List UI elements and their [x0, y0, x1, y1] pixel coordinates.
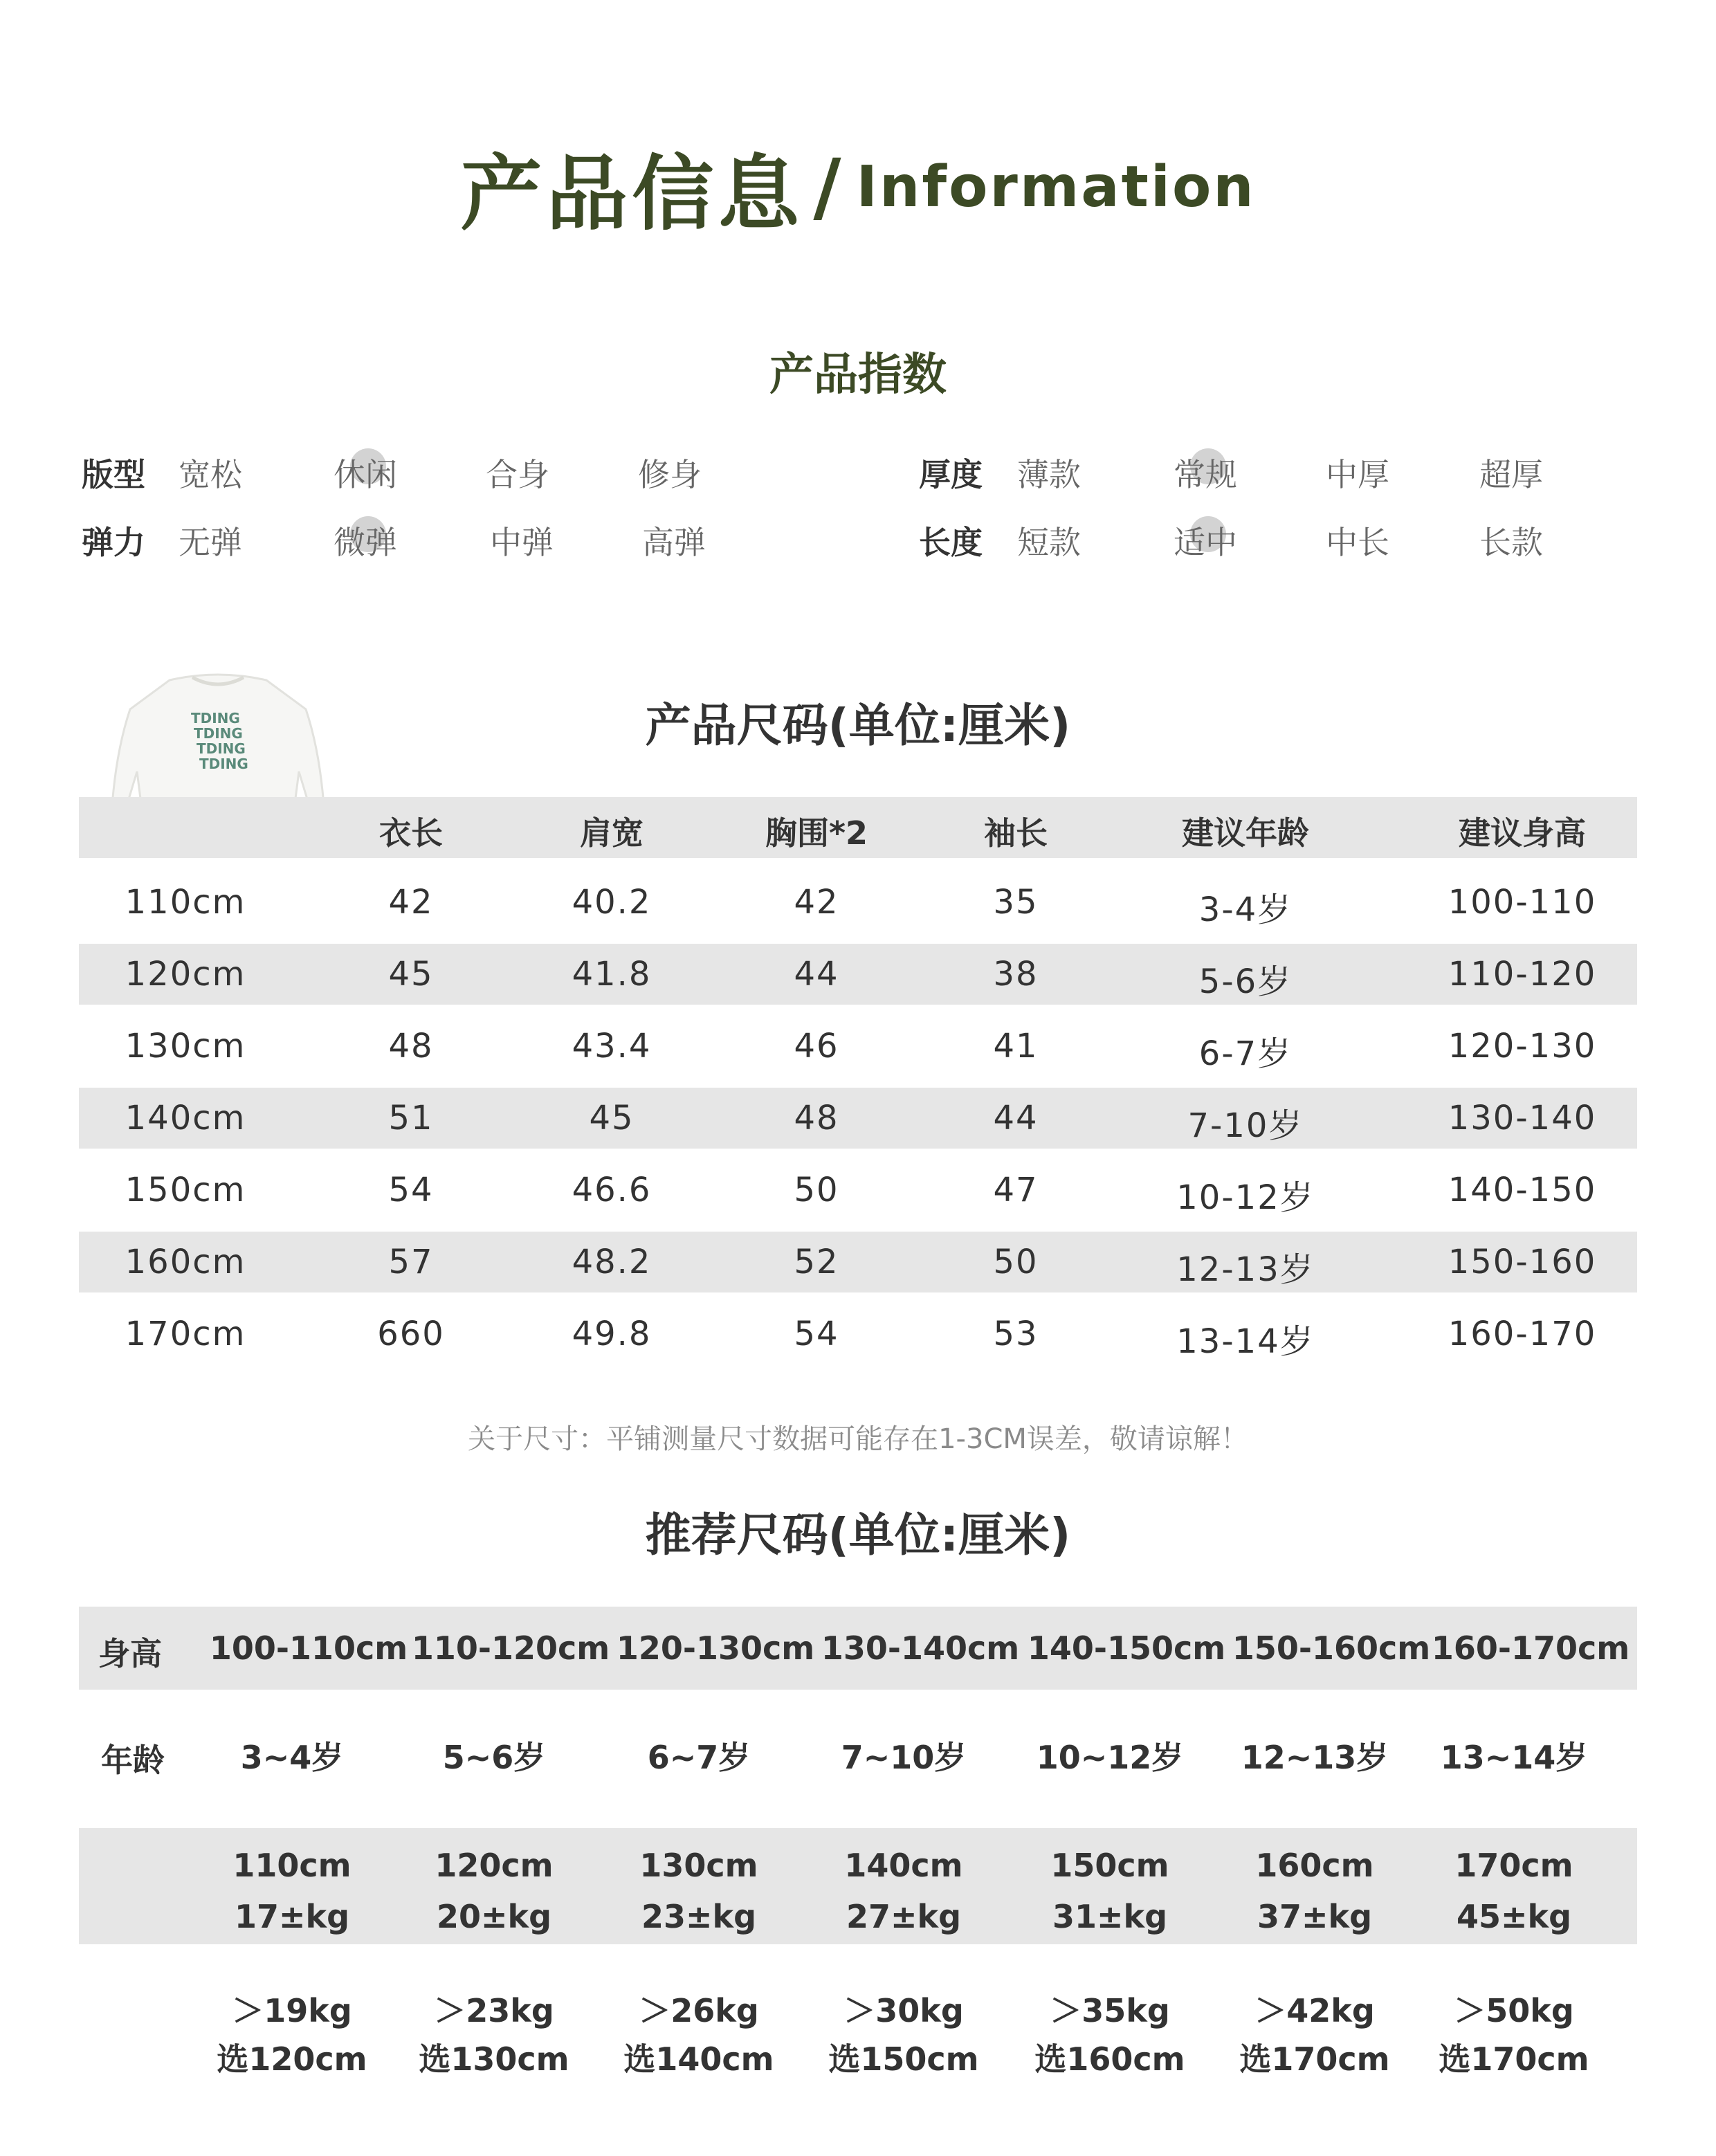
index-option: 中长 — [1326, 524, 1389, 561]
page-title — [0, 125, 1716, 249]
rec-age: 7~10岁 — [841, 1739, 967, 1776]
rec-age: 6~7岁 — [647, 1739, 751, 1776]
size-cell: 50 — [794, 1171, 839, 1209]
size-cell: 57 — [388, 1243, 434, 1281]
size-column-header: 衣长 — [379, 814, 443, 852]
rec-weight: 45±kg — [1456, 1898, 1572, 1935]
rec-age: 10~12岁 — [1036, 1739, 1184, 1776]
size-cell: 130cm — [125, 1027, 246, 1066]
size-column-header: 肩宽 — [580, 814, 644, 852]
size-cell: 170cm — [125, 1315, 246, 1353]
size-cell: 3-4岁 — [1198, 890, 1293, 929]
index-option: 微弹 — [334, 524, 397, 561]
rec-weight: 17±kg — [234, 1898, 350, 1935]
rec-age: 5~6岁 — [442, 1739, 546, 1776]
size-cell: 7-10岁 — [1187, 1106, 1304, 1145]
rec-pick: 选160cm — [1034, 2040, 1185, 2078]
size-note: 关于尺寸：平铺测量尺寸数据可能存在1-3CM误差，敬请谅解！ — [468, 1423, 1248, 1455]
rec-size: 170cm — [1454, 1847, 1573, 1884]
size-cell: 44 — [993, 1099, 1039, 1138]
rec-height: 140-150cm — [1027, 1629, 1226, 1667]
size-cell: 110cm — [125, 883, 246, 922]
rec-over-weight: ＞19kg — [232, 1992, 352, 2029]
size-cell: 42 — [794, 883, 839, 922]
rec-weight: 27±kg — [846, 1898, 962, 1935]
size-cell: 660 — [377, 1315, 445, 1353]
size-cell: 46 — [794, 1027, 839, 1066]
size-cell: 38 — [993, 955, 1039, 994]
rec-height-label: 身高 — [98, 1635, 162, 1672]
index-label: 厚度 — [919, 456, 983, 493]
rec-height: 100-110cm — [209, 1629, 408, 1667]
rec-over-weight: ＞26kg — [639, 1992, 759, 2029]
size-cell: 49.8 — [572, 1315, 652, 1353]
rec-over-weight: ＞42kg — [1254, 1992, 1375, 2029]
rec-height: 120-130cm — [616, 1629, 815, 1667]
index-option: 修身 — [638, 456, 702, 493]
rec-age: 12~13岁 — [1241, 1739, 1389, 1776]
size-cell: 50 — [993, 1243, 1039, 1281]
index-label: 版型 — [82, 456, 145, 493]
size-cell: 10-12岁 — [1176, 1178, 1315, 1217]
size-cell: 40.2 — [572, 883, 652, 922]
size-cell: 47 — [993, 1171, 1039, 1209]
rec-pick: 选170cm — [1439, 2040, 1589, 2078]
index-option: 无弹 — [179, 524, 242, 561]
rec-over-weight: ＞23kg — [434, 1992, 554, 2029]
size-column-header: 袖长 — [984, 814, 1048, 852]
size-cell: 48.2 — [572, 1243, 652, 1281]
size-cell: 35 — [993, 883, 1039, 922]
index-label: 长度 — [919, 524, 983, 561]
rec-weight: 23±kg — [641, 1898, 757, 1935]
rec-size: 130cm — [639, 1847, 758, 1884]
rec-size: 150cm — [1050, 1847, 1169, 1884]
rec-weight: 37±kg — [1257, 1898, 1373, 1935]
size-cell: 44 — [794, 955, 839, 994]
index-option: 薄款 — [1017, 456, 1081, 493]
size-cell: 45 — [589, 1099, 635, 1138]
size-cell: 51 — [388, 1099, 434, 1138]
rec-height: 150-160cm — [1232, 1629, 1431, 1667]
print-text: TDING — [199, 756, 248, 772]
index-option: 常规 — [1174, 456, 1237, 493]
rec-weight: 31±kg — [1052, 1898, 1168, 1935]
size-cell: 13-14岁 — [1176, 1322, 1315, 1361]
size-cell: 52 — [794, 1243, 839, 1281]
size-cell: 43.4 — [572, 1027, 652, 1066]
index-option: 合身 — [486, 456, 549, 493]
size-cell: 41 — [993, 1027, 1039, 1066]
rec-age: 13~14岁 — [1440, 1739, 1588, 1776]
size-cell: 42 — [388, 883, 434, 922]
title-en: Information — [856, 154, 1256, 220]
rec-over-weight: ＞35kg — [1050, 1992, 1170, 2029]
size-cell: 150-160 — [1448, 1243, 1597, 1281]
size-cell: 120-130 — [1448, 1027, 1597, 1066]
rec-weight: 20±kg — [436, 1898, 552, 1935]
rec-height: 130-140cm — [821, 1629, 1020, 1667]
size-cell: 140-150 — [1448, 1171, 1597, 1209]
index-option: 适中 — [1174, 524, 1237, 561]
size-cell: 110-120 — [1448, 955, 1597, 994]
rec-pick: 选130cm — [419, 2040, 569, 2078]
product-index-title: 产品指数 — [769, 349, 947, 401]
index-option: 中弹 — [490, 524, 554, 561]
size-column-header: 建议身高 — [1459, 814, 1586, 852]
rec-height: 110-120cm — [411, 1629, 610, 1667]
size-cell: 48 — [388, 1027, 434, 1066]
rec-over-weight: ＞50kg — [1454, 1992, 1574, 2029]
rec-pick: 选170cm — [1239, 2040, 1390, 2078]
size-cell: 100-110 — [1448, 883, 1597, 922]
size-cell: 160cm — [125, 1243, 246, 1281]
size-cell: 150cm — [125, 1171, 246, 1209]
rec-size: 120cm — [435, 1847, 554, 1884]
size-cell: 46.6 — [572, 1171, 652, 1209]
print-text: TDING — [191, 710, 240, 727]
size-cell: 6-7岁 — [1198, 1034, 1293, 1073]
index-option: 休闲 — [334, 456, 397, 493]
size-cell: 45 — [388, 955, 434, 994]
size-cell: 12-13岁 — [1176, 1250, 1315, 1289]
size-column-header: 胸围*2 — [765, 814, 868, 852]
rec-height: 160-170cm — [1431, 1629, 1630, 1667]
rec-size: 140cm — [844, 1847, 963, 1884]
index-option: 中厚 — [1326, 456, 1389, 493]
size-table-title: 产品尺码(单位:厘米) — [645, 699, 1071, 752]
size-cell: 160-170 — [1448, 1315, 1597, 1353]
print-text: TDING — [197, 740, 246, 757]
size-cell: 41.8 — [572, 955, 652, 994]
title-zh: 产品信息 — [460, 146, 804, 241]
size-cell: 48 — [794, 1099, 839, 1138]
size-column-header: 建议年龄 — [1182, 814, 1309, 852]
index-label: 弹力 — [82, 524, 145, 561]
rec-size: 110cm — [232, 1847, 352, 1884]
rec-over-weight: ＞30kg — [843, 1992, 964, 2029]
index-option: 宽松 — [179, 456, 242, 493]
size-cell: 120cm — [125, 955, 246, 994]
index-option: 高弹 — [642, 524, 706, 561]
size-cell: 130-140 — [1448, 1099, 1597, 1138]
size-cell: 54 — [388, 1171, 434, 1209]
rec-pick: 选140cm — [623, 2040, 774, 2078]
index-option: 超厚 — [1479, 456, 1543, 493]
print-text: TDING — [194, 725, 243, 742]
index-option: 短款 — [1017, 524, 1081, 561]
rec-age-label: 年龄 — [101, 1742, 165, 1779]
index-option: 长款 — [1479, 524, 1543, 561]
size-cell: 5-6岁 — [1198, 962, 1293, 1001]
rec-age: 3~4岁 — [240, 1739, 344, 1776]
recommend-table-title: 推荐尺码(单位:厘米) — [645, 1508, 1071, 1562]
size-cell: 54 — [794, 1315, 839, 1353]
title-separator: / — [813, 143, 841, 231]
size-cell: 53 — [993, 1315, 1039, 1353]
rec-pick: 选150cm — [828, 2040, 979, 2078]
rec-pick: 选120cm — [217, 2040, 367, 2078]
size-cell: 140cm — [125, 1099, 246, 1138]
rec-size: 160cm — [1255, 1847, 1374, 1884]
